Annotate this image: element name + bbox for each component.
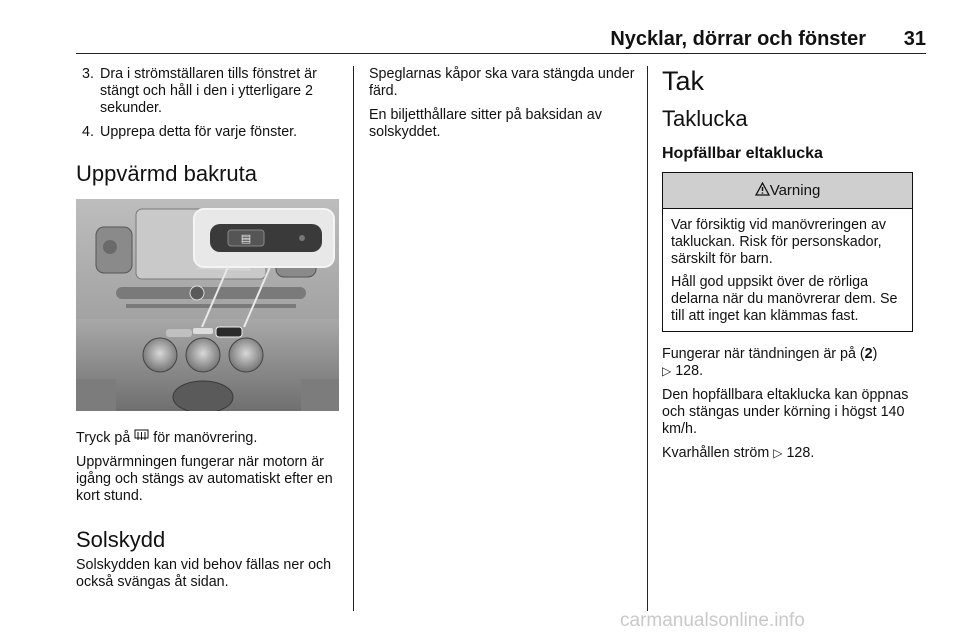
cross-reference-icon: ▷ [773,446,783,460]
retained-power-text [662,445,932,462]
section-heading-roof: Tak [662,66,705,96]
ignition-text-after: ) [872,346,878,362]
list-number: 3. [82,66,94,82]
page-number: 31 [903,28,926,50]
retained-power-label: Kvarhållen ström [662,445,770,461]
cross-reference-icon: ▷ [662,364,672,378]
sun-visors-body: Solskydden kan vid behov fällas ner och också svängas åt sidan. [76,557,332,590]
rear-defrost-icon [134,429,149,447]
column-3 [662,66,932,469]
warning-box [662,172,913,332]
warning-body [663,209,912,331]
warning-triangle-icon [755,182,770,199]
dashboard-illustration [76,199,339,411]
column-divider-1 [353,66,354,611]
heated-rear-window-body: Uppvärmningen fungerar när motorn är igång och stängs av automatiskt efter en kort stund. [76,454,333,504]
header-title: Nycklar, dörrar och fönster [610,28,866,50]
list-text: Upprepa detta för varje fönster. [100,124,298,140]
list-item [76,66,344,117]
list-item [76,124,344,141]
press-text-after: för manövrering. [149,430,258,446]
section-heading-heated-rear-window: Uppvärmd bakruta [76,161,257,186]
dashboard-photo [76,199,339,411]
ignition-page-ref[interactable]: 128. [675,363,704,379]
subheading-sunroof: Taklucka [662,106,748,131]
page-header [76,20,926,52]
svg-text:▤: ▤ [240,232,252,245]
warning-paragraph: Var försiktig vid manövreringen av takluckan. Risk för personskador, särskilt för barn. [671,217,887,267]
warning-header [663,173,912,209]
press-instruction [76,429,344,447]
speed-limit-text: Den hopfällbara eltaklucka kan öppnas och stängas under körning i högst 140 km/h. [662,387,909,437]
ignition-text [662,346,932,380]
mirror-cover-text: Speglarnas kåpor ska vara stängda under färd. [369,66,635,99]
list-text: Dra i strömställaren tills fönstret är stängt och håll i den i ytterligare 2 sekunder. [100,66,317,116]
list-number: 4. [82,124,94,140]
column-divider-2 [647,66,648,611]
watermark: carmanualsonline.info [620,610,805,631]
retained-power-page-ref[interactable]: 128. [786,445,815,461]
column-2 [369,66,637,148]
ignition-text-before: Fungerar när tändningen är på ( [662,346,865,362]
column-1 [76,66,344,598]
section-heading-sun-visors: Solskydd [76,527,166,552]
warning-paragraph: Håll god uppsikt över de rörliga delarna när du manövrerar dem. Se till att inget kan klämmas fast. [671,274,898,324]
ticket-holder-text: En biljetthållare sitter på baksidan av solskyddet. [369,107,602,140]
ignition-position: 2 [864,346,873,362]
header-rule [76,53,926,54]
warning-title: Varning [769,182,821,199]
press-text-before: Tryck på [76,430,135,446]
subsubheading-folding-sunroof: Hopfällbar eltaklucka [662,145,823,162]
